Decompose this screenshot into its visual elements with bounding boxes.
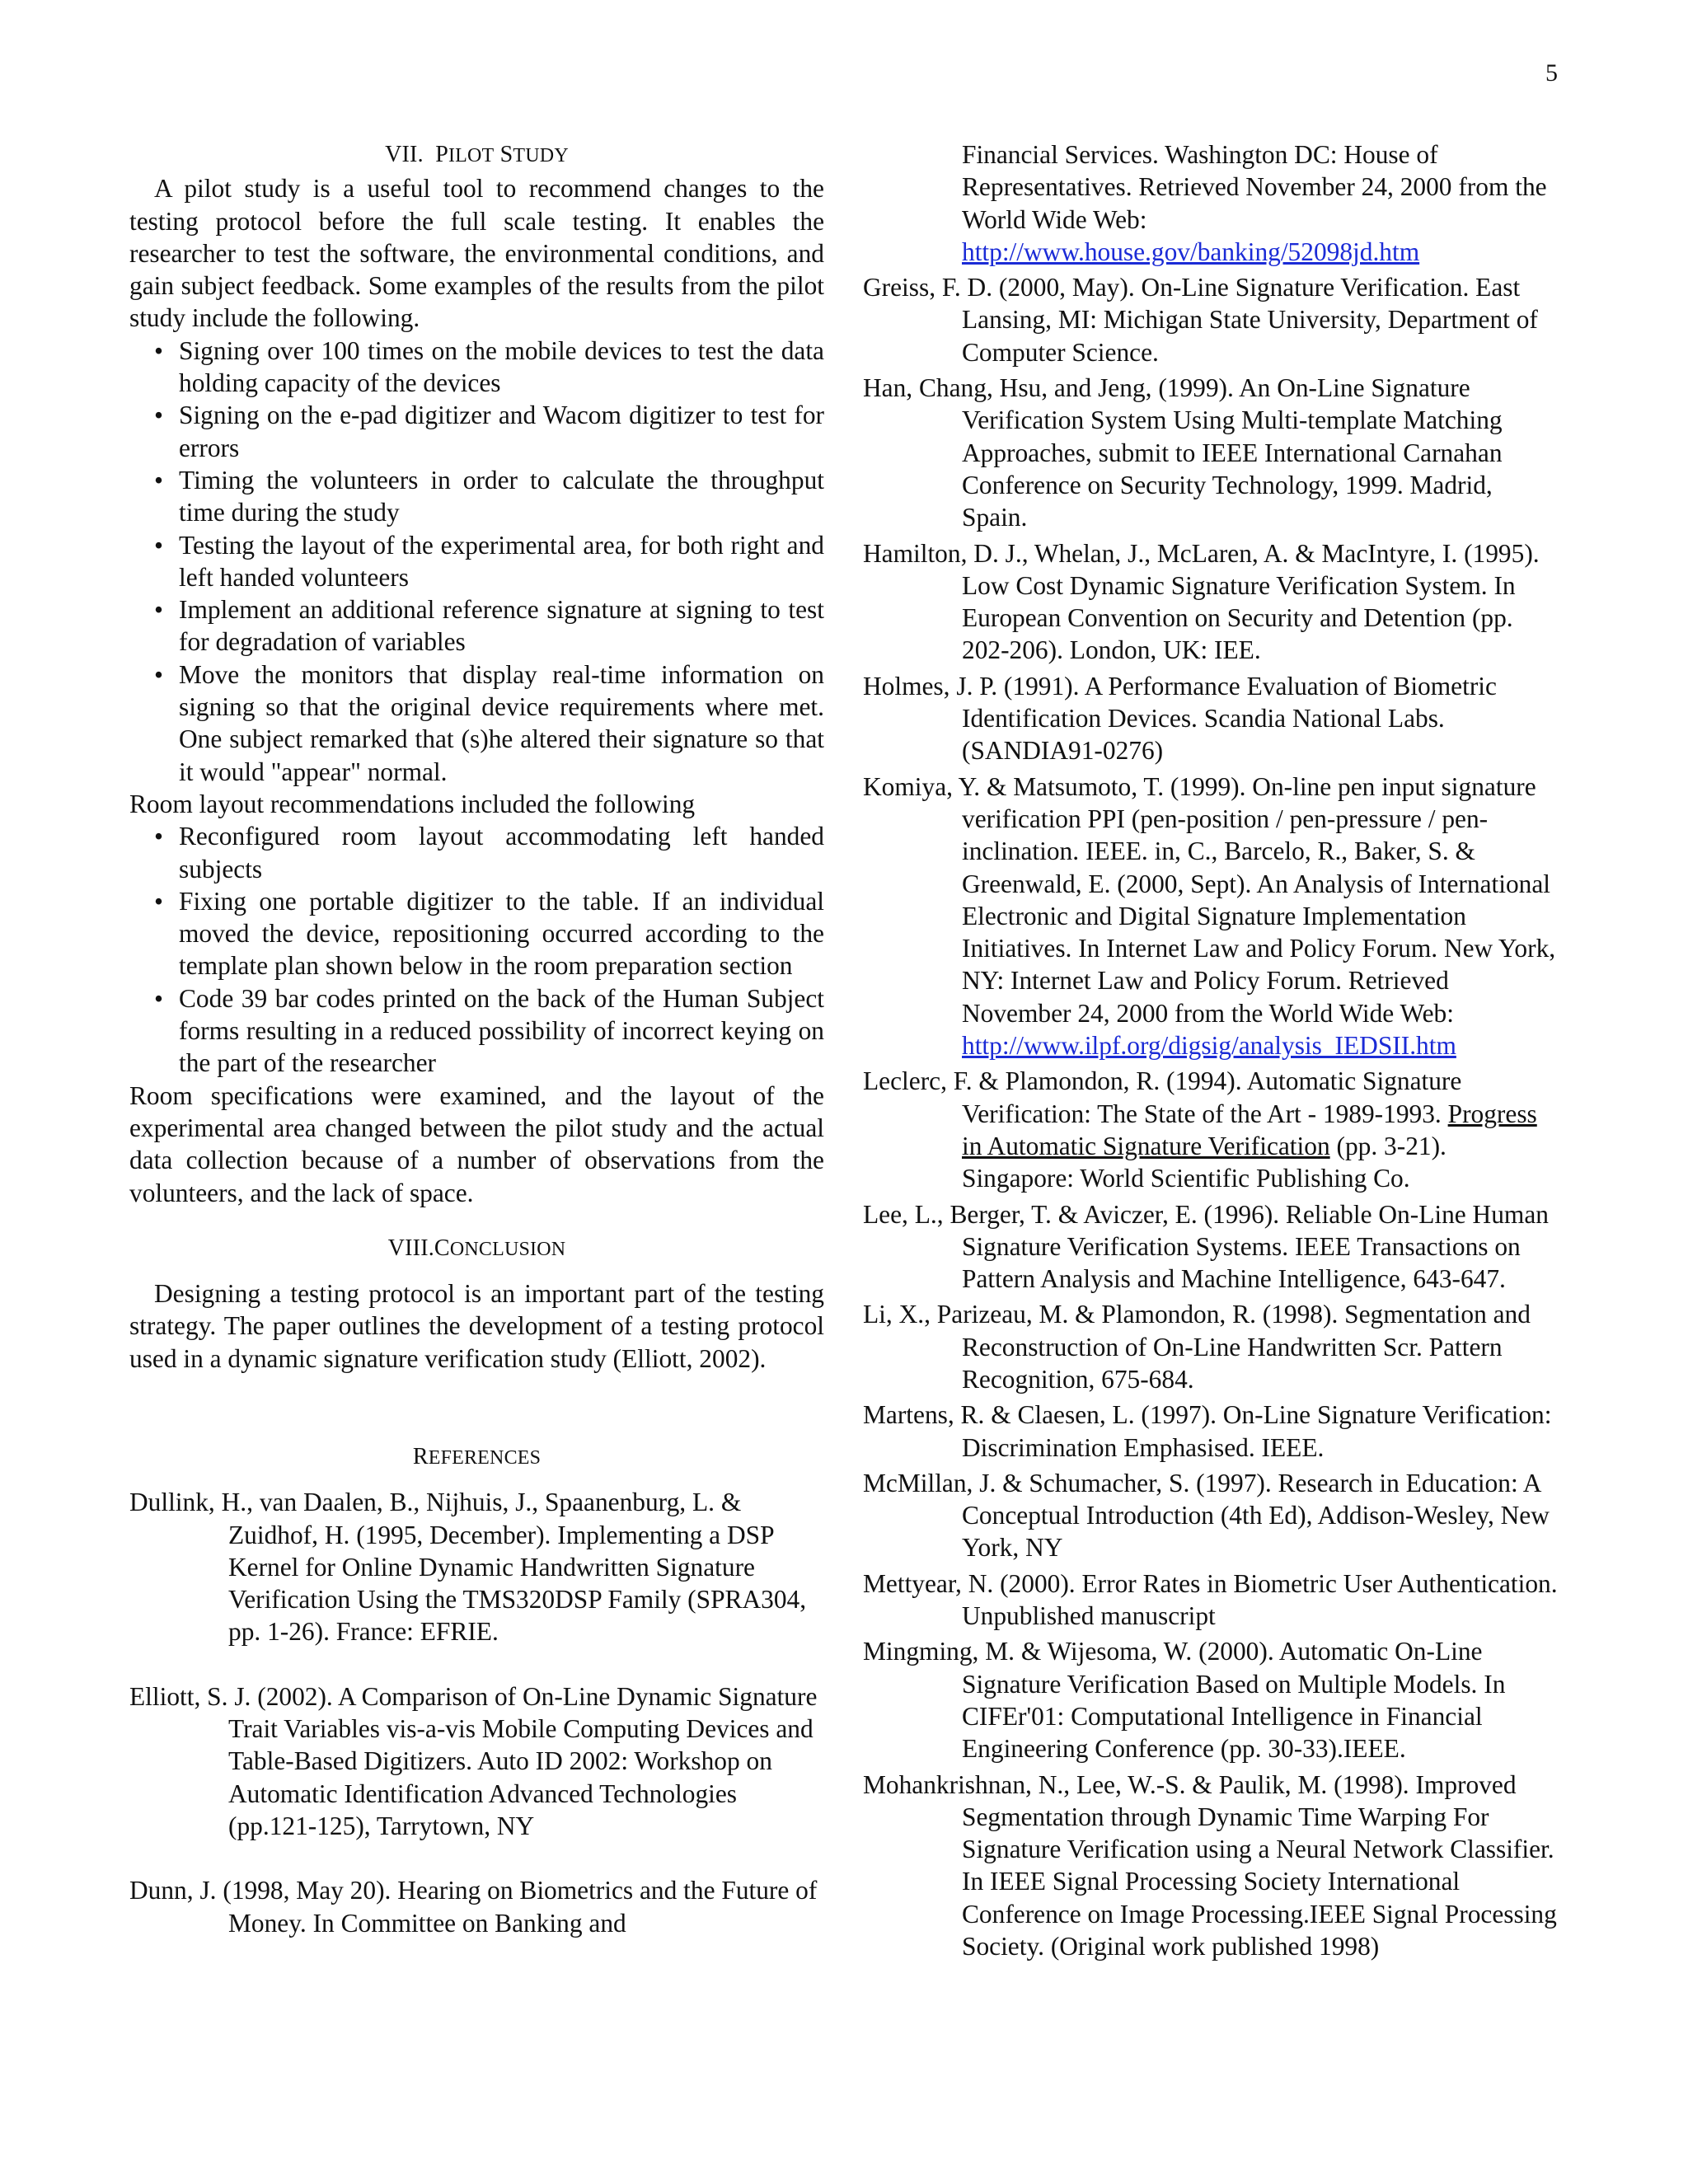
reference-entry: Greiss, F. D. (2000, May). On-Line Signature Verification. East Lansing, MI: Michigan State University, Department of Computer Science. (863, 273, 1538, 367)
reference-entry: Elliott, S. J. (2002). A Comparison of On-Line Dynamic Signature Trait Variables vis-a-vis Mobile Computing Devices and Table-Based Digitizers. Auto ID 2002: Workshop on Automatic Identification Advanced Technologies (pp.121-125), Tarrytown, NY (129, 1681, 818, 1840)
bullet-icon: • (154, 983, 163, 1013)
room-specifications-paragraph: Room specifications were examined, and the layout of the experimental area changed between the pilot study and the actual data collection because of a number of observations from the volunteers, and the lack of space. (129, 1080, 824, 1207)
room-layout-list (129, 820, 824, 1079)
reference-continuation: Financial Services. Washington DC: House of Representatives. Retrieved November 24, 2000 from the World Wide Web: http://www.house.gov/banking/52098jd.htm (962, 140, 1547, 266)
reference-link[interactable]: http://www.house.gov/banking/52098jd.htm (962, 237, 1420, 266)
bullet-icon: • (154, 822, 163, 851)
section-heading-references: REFERENCES (412, 1443, 542, 1469)
reference-entry: Dunn, J. (1998, May 20). Hearing on Biometrics and the Future of Money. In Committee on Banking and (129, 1876, 818, 1938)
list-item: • Testing the layout of the experimental area, for both right and left handed volunteers (154, 530, 824, 592)
reference-entry: Leclerc, F. & Plamondon, R. (1994). Automatic Signature Verification: The State of the Art - 1989-1993. Progress in Automatic Signature Verification (pp. 3-21). Singapore: World Scientific Publishing Co. (863, 1066, 1537, 1193)
reference-entry: Li, X., Parizeau, M. & Plamondon, R. (1998). Segmentation and Reconstruction of On-Line Handwritten Scr. Pattern Recognition, 675-684. (863, 1300, 1531, 1394)
list-item: • Timing the volunteers in order to calculate the throughput time during the study (154, 465, 824, 527)
reference-entry: Han, Chang, Hsu, and Jeng, (1999). An On-Line Signature Verification System Using Multi-template Matching Approaches, submit to IEEE International Carnahan Conference on Security Technology, 1999. Madrid, Spain. (863, 373, 1503, 532)
reference-entry: Mingming, M. & Wijesoma, W. (2000). Automatic On-Line Signature Verification Based on Multiple Models. In CIFEr'01: Computational Intelligence in Financial Engineering Conference (pp. 30-33).IEEE. (863, 1637, 1506, 1764)
right-column (863, 138, 1558, 1966)
room-layout-intro: Room layout recommendations included the following (129, 789, 696, 818)
bullet-icon: • (154, 465, 163, 494)
reference-entry: Dullink, H., van Daalen, B., Nijhuis, J., Spaanenburg, L. & Zuidhof, H. (1995, December). Implementing a DSP Kernel for Online Dynamic Handwritten Signature Verification Using the TMS320DSP Family (SPRA304, pp. 1-26). France: EFRIE. (129, 1488, 807, 1647)
pilot-intro-paragraph: A pilot study is a useful tool to recommend changes to the testing protocol before the full scale testing. It enables the researcher to test the software, the environmental conditions, and gain subject feedback. Some examples of the results from the pilot study include the following. (129, 174, 824, 333)
list-item: • Fixing one portable digitizer to the table. If an individual moved the device, repositioning occurred according to the template plan shown below in the room preparation section (154, 886, 824, 981)
list-item: • Implement an additional reference signature at signing to test for degradation of variables (154, 595, 824, 657)
section-heading-conclusion: VIII.CONCLUSION (387, 1235, 566, 1261)
list-item: • Signing over 100 times on the mobile devices to test the data holding capacity of the devices (154, 335, 824, 398)
list-item: • Reconfigured room layout accommodating left handed subjects (154, 822, 824, 883)
bullet-icon: • (154, 659, 163, 689)
list-item: • Move the monitors that display real-time information on signing so that the original device requirements where met. One subject remarked that (s)he altered their signature so that it would "appear" normal. (154, 659, 824, 786)
pilot-results-list (129, 335, 824, 788)
reference-entry: Lee, L., Berger, T. & Aviczer, E. (1996). Reliable On-Line Human Signature Verification Systems. IEEE Transactions on Pattern Analysis and Machine Intelligence, 643-647. (863, 1199, 1549, 1294)
reference-link[interactable]: http://www.ilpf.org/digsig/analysis_IEDSII.htm (962, 1031, 1456, 1061)
reference-entry: Mettyear, N. (2000). Error Rates in Biometric User Authentication. Unpublished manuscript (863, 1568, 1558, 1631)
list-item: • Signing on the e-pad digitizer and Wacom digitizer to test for errors (154, 401, 824, 462)
reference-entry: McMillan, J. & Schumacher, S. (1997). Research in Education: A Conceptual Introduction (4th Ed), Addison-Wesley, New York, NY (863, 1468, 1550, 1563)
bullet-icon: • (154, 530, 163, 560)
reference-entry: Komiya, Y. & Matsumoto, T. (1999). On-line pen input signature verification PPI (pen-position / pen-pressure / pen-inclination. IEEE. in, C., Barcelo, R., Baker, S. & Greenwald, E. (2000, Sept). An Analysis of International Electronic and Digital Signature Implementation Initiatives. In Internet Law and Policy Forum. New York, NY: Internet Law and Policy Forum. Retrieved November 24, 2000 from the World Wide Web: http://www.ilpf.org/digsig/analysis_IEDSII.htm (863, 771, 1556, 1061)
reference-entry: Holmes, J. P. (1991). A Performance Evaluation of Biometric Identification Devices. Scandia National Labs. (SANDIA91-0276) (863, 671, 1497, 766)
section-heading-pilot-study: VII. PILOT STUDY (385, 142, 569, 167)
conclusion-paragraph: Designing a testing protocol is an important part of the testing strategy. The paper outlines the development of a testing protocol used in a dynamic signature verification study (Elliott, 2002). (129, 1279, 824, 1373)
reference-entry: Martens, R. & Claesen, L. (1997). On-Line Signature Verification: Discrimination Emphasised. IEEE. (863, 1400, 1552, 1462)
reference-book-title: Progress in Automatic Signature Verification (962, 1099, 1537, 1160)
bullet-icon: • (154, 595, 163, 625)
bullet-icon: • (154, 401, 163, 430)
left-column (129, 138, 824, 1943)
bullet-icon: • (154, 886, 163, 916)
page-number: 5 (1545, 59, 1558, 87)
reference-entry: Hamilton, D. J., Whelan, J., McLaren, A. & MacIntyre, I. (1995). Low Cost Dynamic Signature Verification System. In European Convention on Security and Detention (pp. 202-206). London, UK: IEE. (863, 538, 1540, 665)
bullet-icon: • (154, 335, 163, 365)
list-item: • Code 39 bar codes printed on the back of the Human Subject forms resulting in a reduced possibility of incorrect keying on the part of the researcher (154, 983, 824, 1078)
reference-entry: Mohankrishnan, N., Lee, W.-S. & Paulik, M. (1998). Improved Segmentation through Dynamic Time Warping For Signature Verification using a Neural Network Classifier. In IEEE Signal Processing Society International Conference on Image Processing.IEEE Signal Processing Society. (Original work published 1998) (863, 1769, 1557, 1961)
